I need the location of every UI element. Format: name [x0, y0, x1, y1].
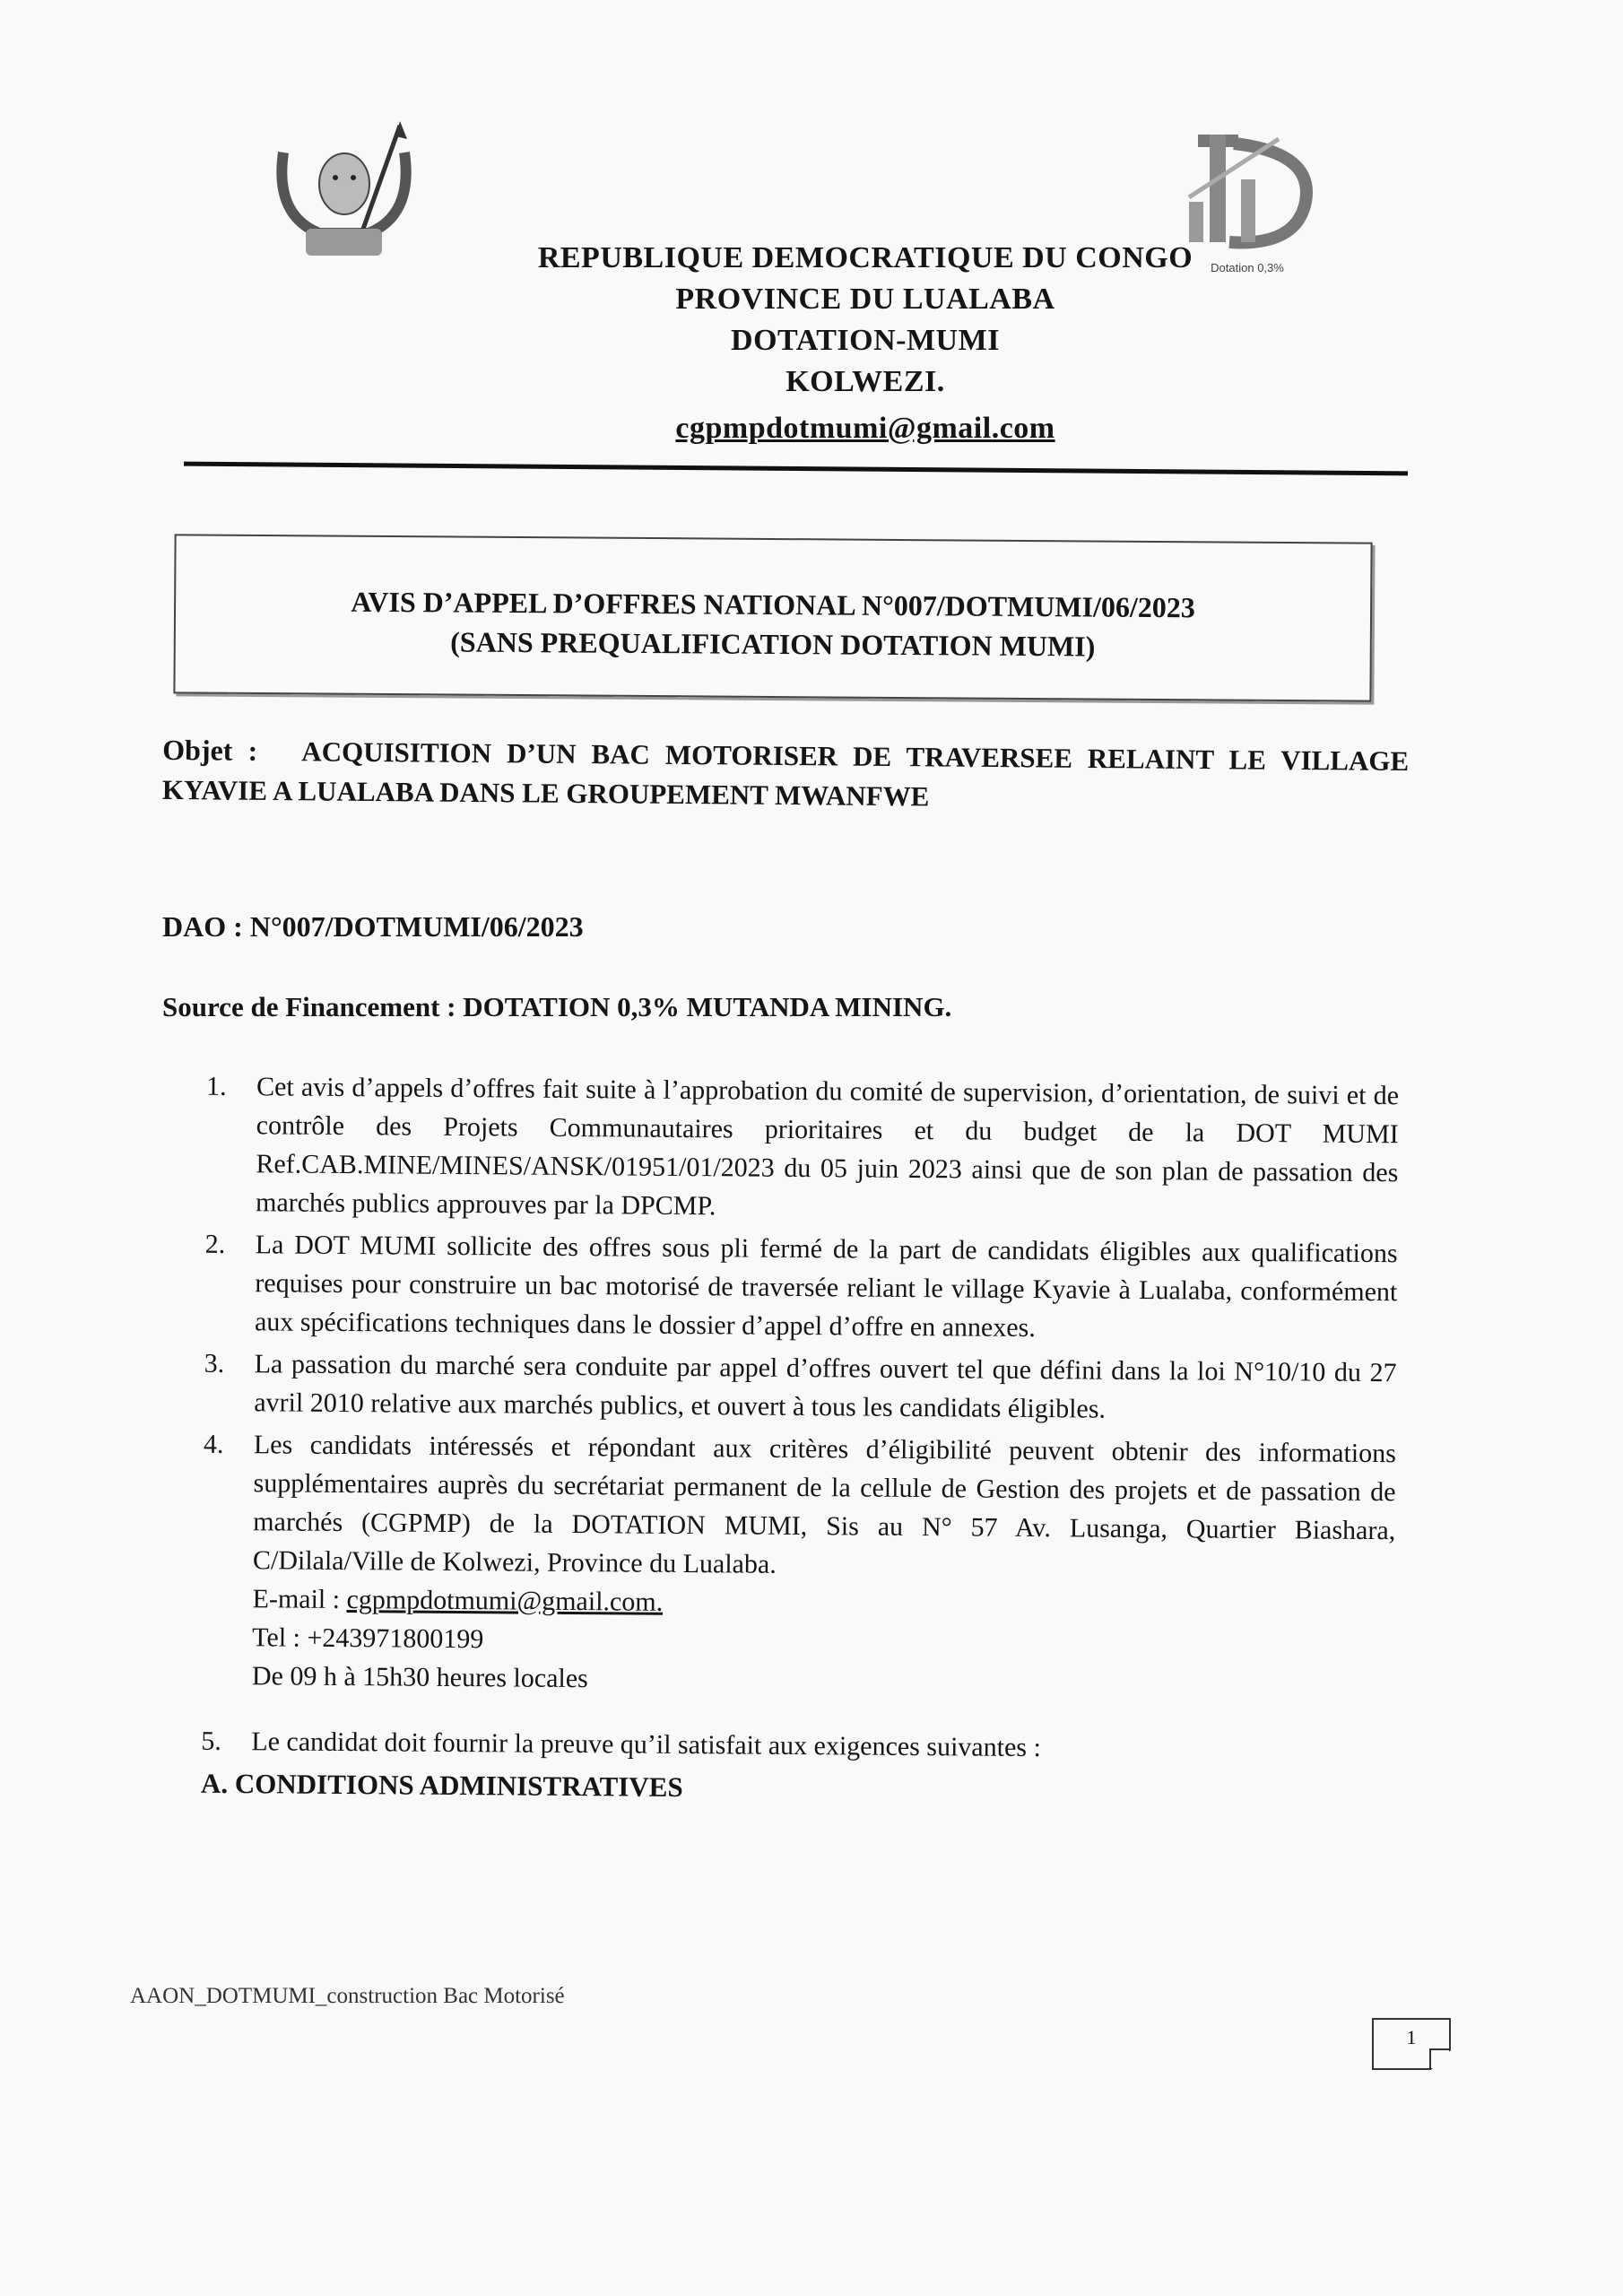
contact-email-link[interactable]: cgpmpdotmumi@gmail.com. — [346, 1585, 664, 1617]
funding-source-value: DOTATION 0,3% MUTANDA MINING. — [463, 991, 952, 1022]
item-text: La DOT MUMI sollicite des offres sous pli fermé de la part de candidats éligibles aux qualifications requises pour construire un bac motorisé de traversée reliant le village Kyavie à Lualaba, conformément aux spécifications techniques dans le dossier d’appel d’offre en annexes. — [254, 1230, 1398, 1344]
email-label: E-mail : — [252, 1584, 341, 1614]
logo-caption: Dotation 0,3% — [1211, 261, 1284, 274]
item-text: Cet avis d’appels d’offres fait suite à l’approbation du comité de supervision, d’orientation, de suivi et de contrôle des Projets Communautaires prioritaires et du budget de la DOT MUMI Ref.CAB.MINE/MINES/ANSK/01951/01/2023 du 05 juin 2023 ainsi que de son plan de passation des marchés publics approuves par la DPCMP. — [255, 1072, 1400, 1222]
contact-phone: Tel : +243971800199 — [252, 1622, 484, 1655]
funding-source-label: Source de Financement : — [162, 991, 456, 1022]
item-text: Le candidat doit fournir la preuve qu’il satisfait aux exigences suivantes : — [251, 1726, 1041, 1763]
objet-text: ACQUISITION D’UN BAC MOTORISER DE TRAVERSEE RELAINT LE VILLAGE KYAVIE A LUALABA DANS LE GROUPEMENT MWANFWE — [161, 735, 1410, 813]
letterhead — [54, 238, 1623, 449]
item-number: 4. — [203, 1429, 224, 1459]
header-organization: DOTATION-MUMI — [731, 324, 1000, 357]
dao-reference: DAO : N°007/DOTMUMI/06/2023 — [162, 910, 584, 943]
section-heading-administrative: A. CONDITIONS ADMINISTRATIVES — [200, 1767, 683, 1803]
list-item — [204, 1225, 1398, 1350]
item-text: Les candidats intéressés et répondant aux critères d’éligibilité peuvent obtenir des informations supplémentaires auprès du secrétariat permanent de la cellule de Gestion des projets et de passation de marchés (CGPMP) de la DOTATION MUMI, Sis au N° 57 Av. Lusanga, Quartier Biashara, C/Dilala/Ville de Kolwezi, Province du Lualaba. — [252, 1430, 1397, 1579]
item-number: 3. — [204, 1348, 225, 1378]
page-number: 1 — [1406, 2026, 1417, 2048]
list-item — [202, 1425, 1396, 1704]
notice-subtitle: (SANS PREQUALIFICATION DOTATION MUMI) — [450, 625, 1096, 663]
header-email-link[interactable]: cgpmpdotmumi@gmail.com — [675, 412, 1055, 445]
header-divider — [184, 462, 1408, 476]
notice-title-box — [173, 534, 1372, 701]
item-text-block — [252, 1425, 1396, 1704]
item-number: 2. — [204, 1229, 226, 1259]
list-item — [204, 1344, 1397, 1431]
page-fold-icon — [1429, 2048, 1451, 2070]
funding-source — [162, 991, 951, 1023]
footer-document-name: AAON_DOTMUMI_construction Bac Motorisé — [130, 1984, 565, 2008]
header-country: REPUBLIQUE DEMOCRATIQUE DU CONGO — [537, 241, 1193, 274]
item-number: 5. — [201, 1726, 221, 1756]
page-number-box — [1372, 2018, 1451, 2070]
numbered-list — [201, 1067, 1399, 1812]
notice-title: AVIS D’APPEL D’OFFRES NATIONAL N°007/DOTMUMI/06/2023 — [351, 585, 1195, 624]
office-hours: De 09 h à 15h30 heures locales — [251, 1661, 588, 1694]
header-province: PROVINCE DU LUALABA — [675, 283, 1055, 316]
list-item — [201, 1722, 1393, 1770]
item-text: La passation du marché sera conduite par appel d’offres ouvert tel que défini dans la loi N°10/10 du 27 avril 2010 relative aux marchés publics, et ouvert à tous les candidats éligibles. — [254, 1349, 1397, 1424]
objet-paragraph — [162, 730, 1410, 821]
item-number: 1. — [205, 1071, 227, 1101]
objet-label: Objet : — [162, 733, 258, 767]
header-city: KOLWEZI. — [785, 365, 945, 398]
list-item — [205, 1067, 1399, 1231]
